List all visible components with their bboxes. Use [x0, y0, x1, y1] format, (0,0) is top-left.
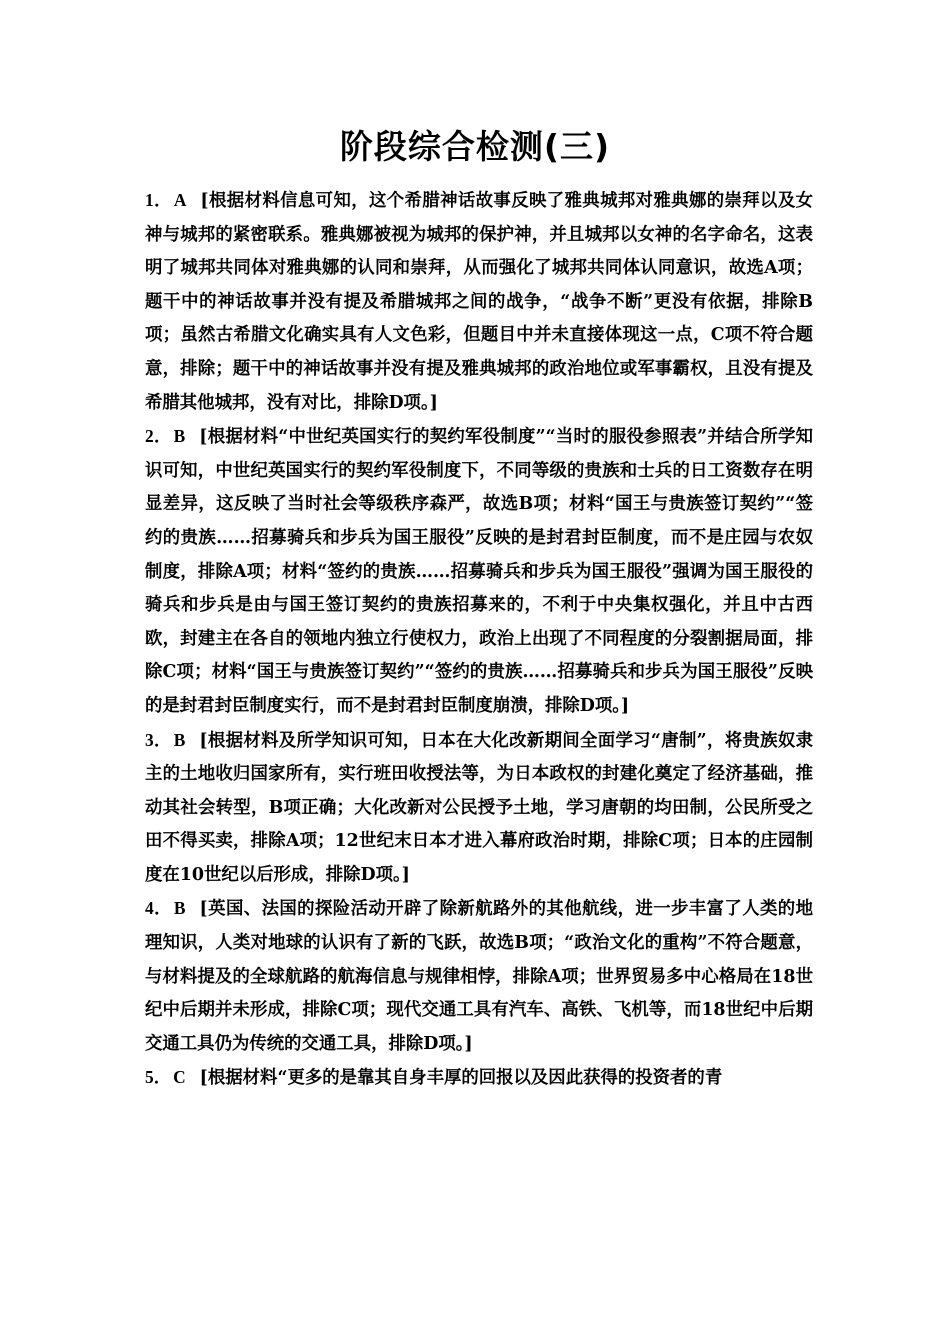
- answer-item: [145, 184, 813, 420]
- answer-item: [145, 420, 813, 723]
- question-number: 3．: [145, 729, 172, 750]
- answer-list: [145, 184, 813, 1096]
- answer-option: B: [173, 426, 186, 447]
- answer-explanation: [根据材料“中世纪英国实行的契约军役制度”“当时的服役参照表”并结合所学知识可知，中世纪英国实行的契约军役制度下，不同等级的贵族和士兵的日工资数存在明显差异，这反映了当时社会等级秩序森严，故选B项；材料“国王与贵族签订契约”“签约的贵族……招募骑兵和步兵为国王服役”反映的是封君封臣制度，而不是庄园与农奴制度，排除A项；材料“签约的贵族……招募骑兵和步兵为国王服役”强调为国王服役的骑兵和步兵是由与国王签订契约的贵族招募来的，不利于中央集权强化，并且中古西欧，封建主在各自的领地内独立行使权力，政治上出现了不同程度的分裂割据局面，排除C项；材料“国王与贵族签订契约”“签约的贵族……招募骑兵和步兵为国王服役”反映的是封君封臣制度实行，而不是封君封臣制度崩溃，排除D项。]: [145, 427, 813, 716]
- answer-explanation: [根据材料信息可知，这个希腊神话故事反映了雅典城邦对雅典娜的崇拜以及女神与城邦的紧密联系。雅典娜被视为城邦的保护神，并且城邦以女神的名字命名，这表明了城邦共同体对雅典娜的认同和崇拜，从而强化了城邦共同体认同意识，故选A项；题干中的神话故事并没有提及希腊城邦之间的战争，“战争不断”更没有依据，排除B项；虽然古希腊文化确实具有人文色彩，但题目中并未直接体现这一点，C项不符合题意，排除；题干中的神话故事并没有提及雅典城邦的政治地位或军事霸权，且没有提及希腊其他城邦，没有对比，排除D项。]: [145, 191, 813, 413]
- answer-item: [145, 1061, 813, 1096]
- answer-option: A: [173, 190, 187, 210]
- page-title: 阶段综合检测(三): [339, 127, 611, 166]
- question-number: 5．: [145, 1067, 172, 1088]
- answer-option: B: [173, 729, 186, 750]
- answer-explanation: [根据材料“更多的是靠其自身丰厚的回报以及因此获得的投资者的青: [199, 1068, 723, 1089]
- answer-explanation: [根据材料及所学知识可知，日本在大化改新期间全面学习“唐制”，将贵族奴隶主的土地收归国家所有，实行班田收授法等，为日本政权的封建化奠定了经济基础，推动其社会转型，B项正确；大化改新对公民授予土地，学习唐朝的均田制，公民所受之田不得买卖，排除A项；12世纪末日本才进入幕府政治时期，排除C项；日本的庄园制度在10世纪以后形成，排除D项。]: [145, 730, 813, 885]
- answer-option: C: [173, 1067, 186, 1088]
- answer-item: [145, 724, 813, 893]
- answer-option: B: [173, 898, 186, 919]
- question-number: 4．: [145, 898, 172, 919]
- question-number: 2．: [145, 426, 172, 447]
- answer-explanation: [英国、法国的探险活动开辟了除新航路外的其他航线，进一步丰富了人类的地理知识，人类对地球的认识有了新的飞跃，故选B项；“政治文化的重构”不符合题意，与材料提及的全球航路的航海信息与规律相悖，排除A项；世界贸易多中心格局在18世纪中后期并未形成，排除C项；现代交通工具有汽车、高铁、飞机等，而18世纪中后期交通工具仍为传统的交通工具，排除D项。]: [145, 899, 814, 1054]
- answer-item: [145, 892, 813, 1061]
- question-number: 1．: [145, 190, 172, 210]
